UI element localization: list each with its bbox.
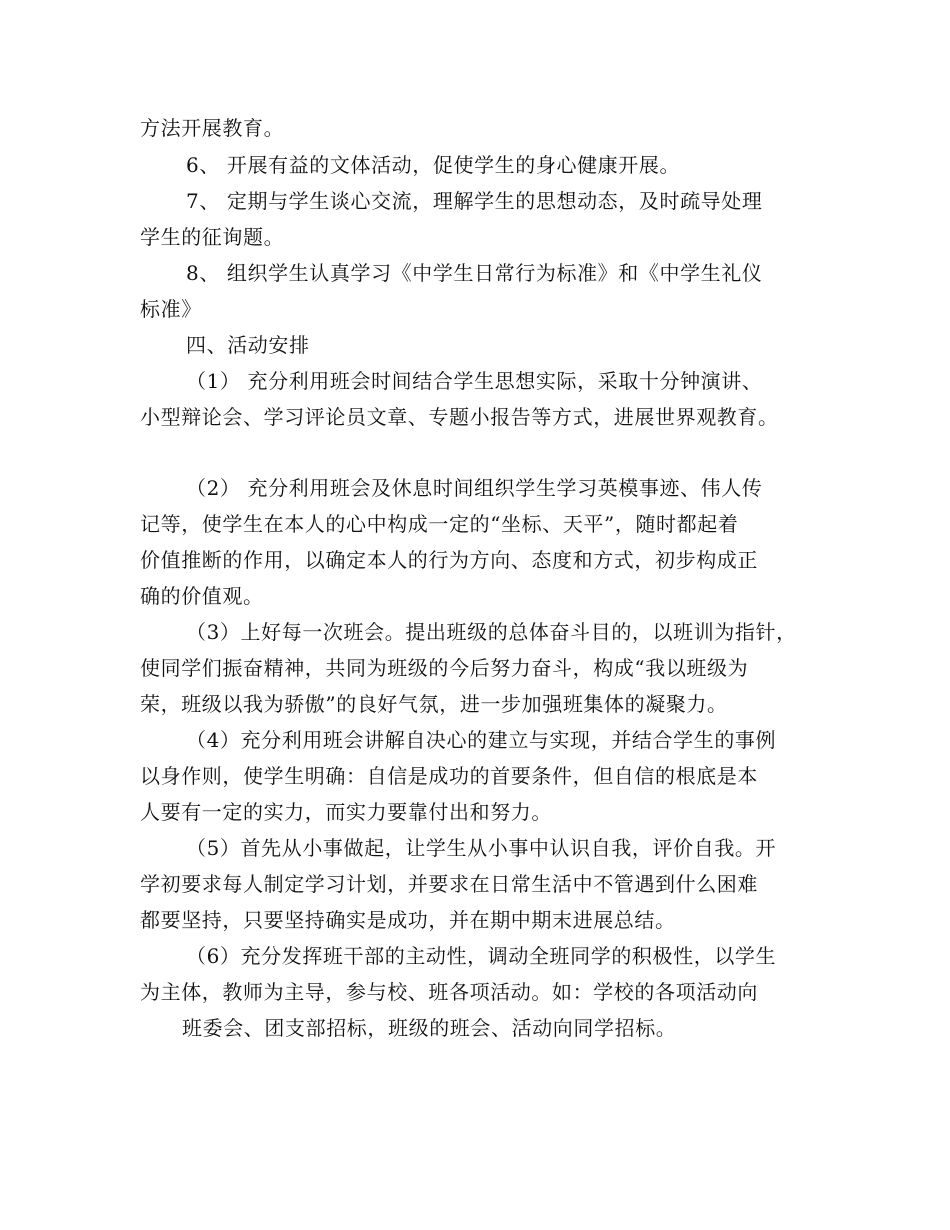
text-line: 小型辩论会、学习评论员文章、专题小报告等方式，进展世界观教育。 [140, 405, 779, 429]
list-item-7: 7、 定期与学生谈心交流，理解学生的思想动态，及时疏导处理 [186, 189, 763, 213]
text-line: 方法开展教育。 [140, 116, 285, 140]
text-line: 都要坚持，只要坚持确实是成功，并在期中期末进展总结。 [140, 908, 676, 932]
section-heading: 四、活动安排 [186, 333, 310, 357]
text-line: 学初要求每人制定学习计划，并要求在日常生活中不管遇到什么困难 [140, 872, 758, 896]
text-line: 学生的征询题。 [140, 225, 285, 249]
text-line: 为主体，教师为主导，参与校、班各项活动。如：学校的各项活动向 [140, 980, 758, 1004]
text-line: 确的价值观。 [140, 584, 264, 608]
text-line: 使同学们振奋精神，共同为班级的今后努力奋斗，构成“我以班级为 [140, 656, 749, 680]
text-line: 记等，使学生在本人的心中构成一定的“坐标、天平”，随时都起着 [140, 512, 739, 536]
activity-item-6: （6）充分发挥班干部的主动性，调动全班同学的积极性，以学生 [186, 944, 777, 968]
text-line: 荣，班级以我为骄傲”的良好气氛，进一步加强班集体的凝聚力。 [140, 692, 728, 716]
text-line: 班委会、团支部招标，班级的班会、活动向同学招标。 [182, 1016, 677, 1040]
activity-item-2: （2） 充分利用班会及休息时间组织学生学习英模事迹、伟人传 [186, 476, 763, 500]
list-item-6: 6、 开展有益的文体活动，促使学生的身心健康开展。 [186, 153, 681, 177]
list-item-8: 8、 组织学生认真学习《中学生日常行为标准》和《中学生礼仪 [186, 261, 763, 285]
text-line: 人要有一定的实力，而实力要靠付出和努力。 [140, 800, 552, 824]
activity-item-3: （3）上好每一次班会。提出班级的总体奋斗目的，以班训为指针， [186, 620, 797, 644]
activity-item-1: （1） 充分利用班会时间结合学生思想实际，采取十分钟演讲、 [186, 369, 763, 393]
activity-item-5: （5）首先从小事做起，让学生从小事中认识自我，评价自我。开 [186, 836, 777, 860]
activity-item-4: （4）充分利用班会讲解自决心的建立与实现，并结合学生的事例 [186, 728, 777, 752]
text-line: 价值推断的作用，以确定本人的行为方向、态度和方式，初步构成正 [140, 548, 758, 572]
text-line: 标准》 [140, 297, 202, 321]
text-line: 以身作则，使学生明确：自信是成功的首要条件，但自信的根底是本 [140, 764, 758, 788]
